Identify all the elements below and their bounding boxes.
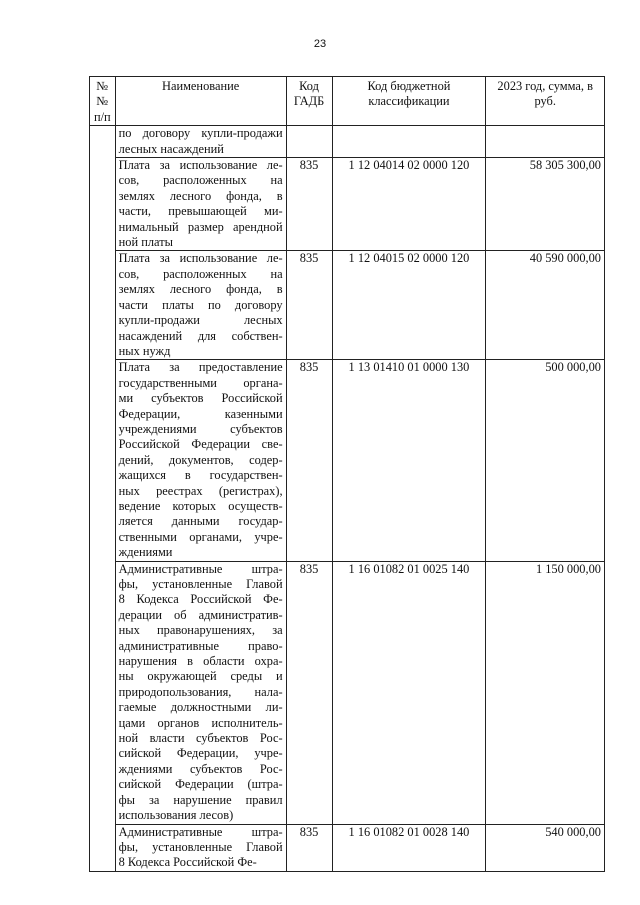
table-row bbox=[90, 158, 605, 251]
row-kbk-cell bbox=[332, 126, 486, 158]
table-row bbox=[90, 360, 605, 561]
row-code-cell: 835 bbox=[286, 561, 332, 824]
name-text-line: ной платы bbox=[118, 235, 173, 250]
name-text-line: купли-продажи лесных bbox=[118, 313, 283, 328]
row-kbk-cell: 1 16 01082 01 0028 140 bbox=[332, 824, 486, 871]
row-sum-cell: 1 150 000,00 bbox=[486, 561, 605, 824]
name-text-line: Плата за предоставление bbox=[118, 360, 283, 375]
name-text-line: 8 Кодекса Российской Фе- bbox=[118, 592, 283, 607]
row-kbk-cell: 1 13 01410 01 0000 130 bbox=[332, 360, 486, 561]
name-text-line: лесных насаждений bbox=[118, 141, 224, 156]
name-text-line: землях лесного фонда, в bbox=[118, 282, 283, 297]
name-text-line: дений, документов, содер- bbox=[118, 452, 283, 467]
page-number: 23 bbox=[313, 38, 327, 50]
name-text-line: ных правонарушениях, за bbox=[118, 623, 283, 638]
name-text-line: Федерации, казенными bbox=[118, 406, 283, 421]
name-text-line: по договору купли-продажи bbox=[118, 126, 283, 141]
table-body bbox=[90, 126, 605, 872]
name-text-line: фы, установленные Главой bbox=[118, 839, 283, 854]
name-text-line: нарушения в области охра- bbox=[118, 654, 283, 669]
budget-revenue-table bbox=[89, 76, 605, 872]
table-row bbox=[90, 561, 605, 824]
row-name-cell bbox=[115, 561, 286, 824]
name-text-line: ны окружающей среды и bbox=[118, 669, 283, 684]
row-name-cell bbox=[115, 126, 286, 158]
row-sum-cell: 540 000,00 bbox=[486, 824, 605, 871]
name-text-line: фы за нарушение правил bbox=[118, 792, 283, 807]
header-num: №№ п/п bbox=[90, 77, 116, 126]
row-name-cell bbox=[115, 360, 286, 561]
row-code-cell: 835 bbox=[286, 360, 332, 561]
name-text-line: дерации об административ- bbox=[118, 607, 283, 622]
table-row bbox=[90, 126, 605, 158]
row-kbk-cell: 1 12 04014 02 0000 120 bbox=[332, 158, 486, 251]
name-text-line: Административные штра- bbox=[118, 561, 283, 576]
row-name-cell bbox=[115, 158, 286, 251]
name-text-line: ных реестрах (регистрах), bbox=[118, 483, 283, 498]
name-text-line: 8 Кодекса Российской Фе- bbox=[118, 855, 257, 870]
header-kbk: Код бюджетной классификации bbox=[332, 77, 486, 126]
name-text-line: природопользования, нала- bbox=[118, 684, 283, 699]
name-text-line: землях лесного фонда, в bbox=[118, 188, 283, 203]
table-row bbox=[90, 251, 605, 360]
name-text-line: ждениями bbox=[118, 545, 173, 560]
row-name-cell bbox=[115, 824, 286, 871]
row-sum-cell: 40 590 000,00 bbox=[486, 251, 605, 360]
row-sum-cell: 500 000,00 bbox=[486, 360, 605, 561]
name-text-line: жащихся в государствен- bbox=[118, 468, 283, 483]
table-header-row bbox=[90, 77, 605, 126]
row-sum-cell bbox=[486, 126, 605, 158]
name-text-line: Административные штра- bbox=[118, 824, 283, 839]
name-text-line: насаждений для собствен- bbox=[118, 328, 283, 343]
name-text-line: ных нужд bbox=[118, 343, 171, 358]
name-text-line: ственными органами, учре- bbox=[118, 529, 283, 544]
header-code: Код ГАДБ bbox=[286, 77, 332, 126]
row-kbk-cell: 1 12 04015 02 0000 120 bbox=[332, 251, 486, 360]
name-text-line: части, превышающей ми- bbox=[118, 204, 283, 219]
name-text-line: ждениями субъектов Рос- bbox=[118, 761, 283, 776]
name-text-line: сов, расположенных на bbox=[118, 173, 283, 188]
row-number-cell bbox=[90, 126, 116, 872]
name-text-line: части платы по договору bbox=[118, 297, 283, 312]
name-text-line: сийской Федерации (штра- bbox=[118, 777, 283, 792]
name-text-line: учреждениями субъектов bbox=[118, 421, 283, 436]
name-text-line: фы, установленные Главой bbox=[118, 577, 283, 591]
table-row bbox=[90, 824, 605, 871]
name-text-line: ведение которых осуществ- bbox=[118, 498, 283, 513]
row-code-cell: 835 bbox=[286, 158, 332, 251]
name-text-line: административные право- bbox=[118, 638, 283, 653]
row-code-cell: 835 bbox=[286, 824, 332, 871]
name-text-line: цами органов исполнитель- bbox=[118, 715, 283, 730]
header-name: Наименование bbox=[115, 77, 286, 126]
name-text-line: Российской Федерации све- bbox=[118, 437, 283, 452]
name-text-line: Плата за использование ле- bbox=[118, 158, 283, 173]
name-text-line: сов, расположенных на bbox=[118, 266, 283, 281]
name-text-line: нимальный размер арендной bbox=[118, 219, 283, 234]
name-text-line: использования лесов) bbox=[118, 808, 234, 823]
name-text-line: Плата за использование ле- bbox=[118, 251, 283, 266]
name-text-line: ми субъектов Российской bbox=[118, 391, 283, 406]
row-code-cell bbox=[286, 126, 332, 158]
header-sum: 2023 год, сумма, в руб. bbox=[486, 77, 605, 126]
row-name-cell bbox=[115, 251, 286, 360]
name-text-line: сийской Федерации, учре- bbox=[118, 746, 283, 761]
name-text-line: гаемые должностными ли- bbox=[118, 700, 283, 715]
name-text-line: ной власти субъектов Рос- bbox=[118, 731, 283, 746]
row-sum-cell: 58 305 300,00 bbox=[486, 158, 605, 251]
row-kbk-cell: 1 16 01082 01 0025 140 bbox=[332, 561, 486, 824]
name-text-line: ляется данными государ- bbox=[118, 514, 283, 529]
row-code-cell: 835 bbox=[286, 251, 332, 360]
name-text-line: государственными органа- bbox=[118, 375, 283, 390]
